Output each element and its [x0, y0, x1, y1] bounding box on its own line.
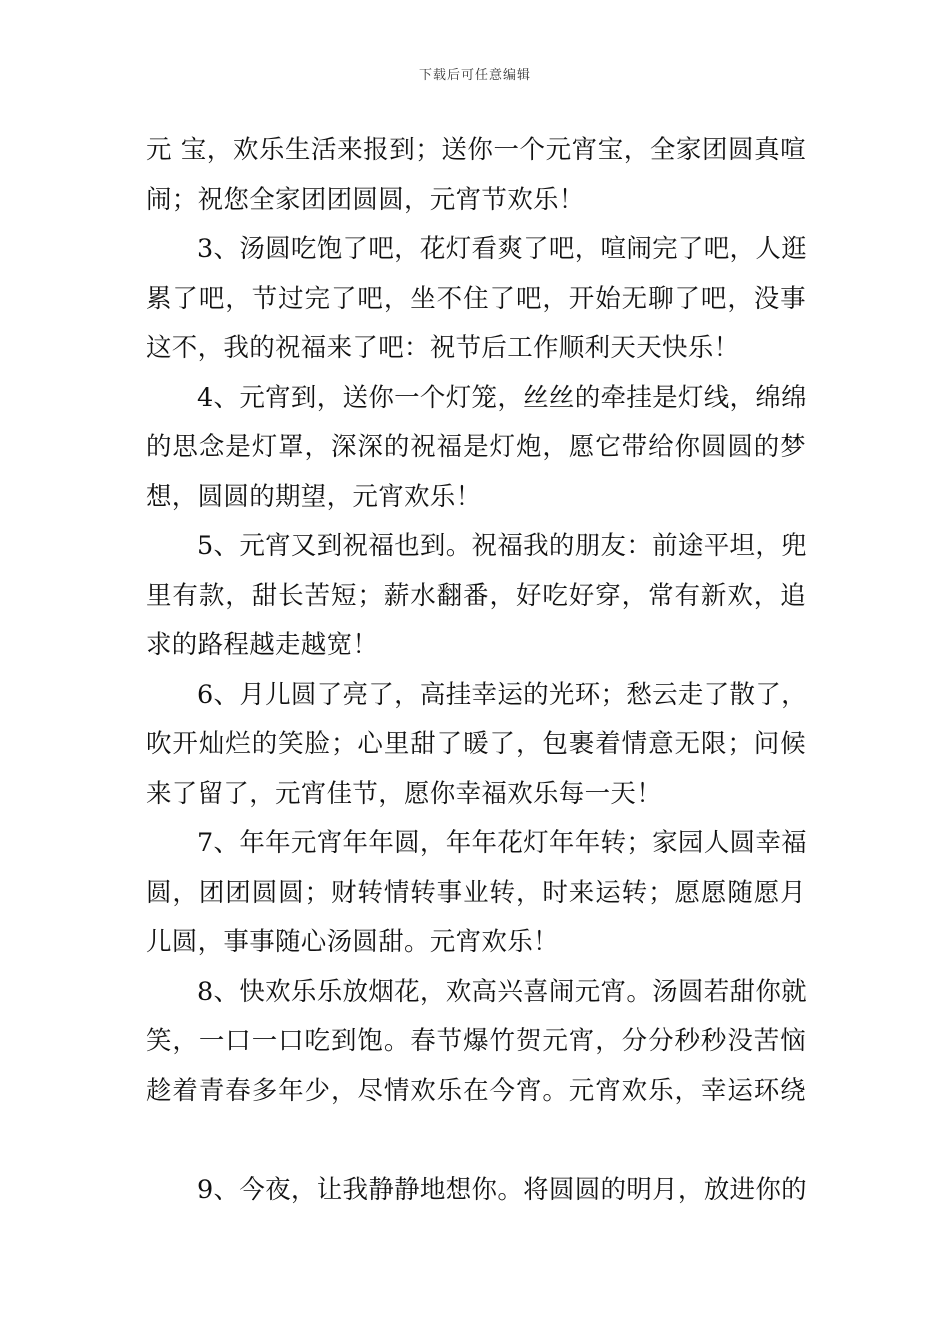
page-header: 下载后可任意编辑 — [418, 68, 531, 83]
text-line: 圆，团团圆圆；财转情转事业转，时来运转；愿愿随愿月 — [146, 877, 806, 908]
text-line: 求的路程越走越宽！ — [146, 630, 379, 660]
text-line: 笑，一口一口吃到饱。春节爆竹贺元宵，分分秒秒没苦恼 — [146, 1026, 806, 1056]
blank-line — [146, 1116, 806, 1166]
text-line: 儿圆，事事随心汤圆甜。元宵欢乐！ — [146, 927, 559, 957]
text-line: 里有款，甜长苦短；薪水翻番，好吃好穿，常有新欢，追 — [146, 580, 806, 611]
text-line: 来了留了，元宵佳节，愿你幸福欢乐每一天！ — [146, 778, 663, 809]
text-line: 吹开灿烂的笑脸；心里甜了暖了，包裹着情意无限；问候 — [146, 729, 806, 759]
text-line: 闹；祝您全家团团圆圆，元宵节欢乐！ — [146, 184, 585, 215]
paragraph-start-6: 6、月儿圆了亮了，高挂幸运的光环；愁云走了散了， — [197, 679, 807, 710]
text-line: 趁着青春多年少，尽情欢乐在今宵。元宵欢乐，幸运环绕 — [146, 1075, 806, 1106]
text-line: 的思念是灯罩，深深的祝福是灯炮，愿它带给你圆圆的梦 — [146, 432, 806, 462]
text-line: 这不，我的祝福来了吧：祝节后工作顺利天天快乐！ — [146, 333, 740, 363]
paragraph-start-3: 3、汤圆吃饱了吧，花灯看爽了吧，喧闹完了吧，人逛 — [197, 234, 807, 264]
text-line: 累了吧，节过完了吧，坐不住了吧，开始无聊了吧，没事 — [146, 283, 806, 314]
paragraph-start-7: 7、年年元宵年年圆，年年花灯年年转；家园人圆幸福 — [197, 828, 807, 858]
paragraph-start-9: 9、今夜，让我静静地想你。将圆圆的明月，放进你的 — [197, 1174, 807, 1205]
paragraph-start-8: 8、快欢乐乐放烟花，欢高兴喜闹元宵。汤圆若甜你就 — [197, 976, 807, 1007]
document-body — [146, 126, 806, 1215]
paragraph-start-4: 4、元宵到，送你一个灯笼，丝丝的牵挂是灯线，绵绵 — [197, 382, 807, 413]
paragraph-start-5: 5、元宵又到祝福也到。祝福我的朋友：前途平坦，兜 — [197, 531, 807, 561]
text-line: 元 宝，欢乐生活来报到；送你一个元宵宝，全家团圆真喧 — [146, 135, 806, 165]
text-line: 想，圆圆的期望，元宵欢乐！ — [146, 481, 482, 512]
